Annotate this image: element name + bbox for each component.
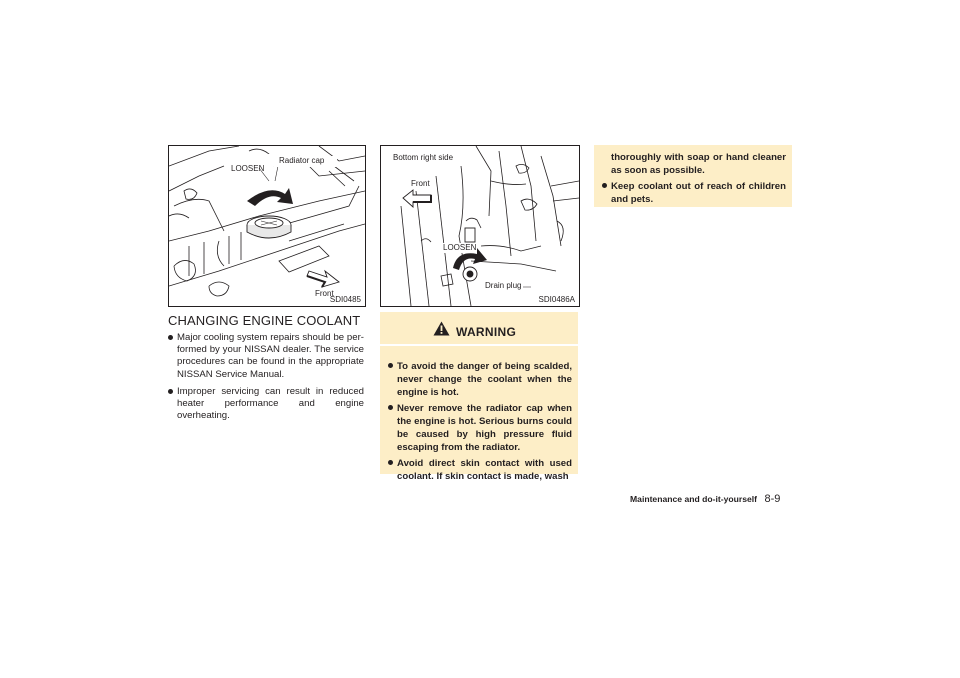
bullet-item: Major cooling system repairs should be per-formed by your NISSAN dealer. The service procedures can be found in the appropriate NISSAN Service Manual. <box>168 332 364 381</box>
warning-list-continued <box>602 151 786 209</box>
front-label: Front <box>315 289 334 298</box>
warning-item: Keep coolant out of reach of children and pets. <box>602 180 786 206</box>
warning-box <box>380 312 578 482</box>
warning-item-continued: thoroughly with soap or hand cleaner as soon as possible. <box>611 152 786 176</box>
warning-list <box>388 360 572 486</box>
bottom-right-side-label: Bottom right side <box>393 153 454 162</box>
section-body <box>168 332 364 427</box>
page-number: 8-9 <box>764 493 781 505</box>
warning-item: To avoid the danger of being scalded, never change the coolant when the engine is hot. <box>388 360 572 399</box>
page-footer <box>630 489 780 507</box>
drain-plug-illustration <box>380 145 580 307</box>
radiator-cap-illustration <box>168 145 366 307</box>
drain-plug-label: Drain plug <box>485 281 522 290</box>
warning-box-continued <box>594 145 792 207</box>
warning-item: Avoid direct skin contact with used coolant. If skin contact is made, wash <box>388 457 572 483</box>
front-label: Front <box>411 179 430 188</box>
warning-icon <box>433 321 450 336</box>
warning-title: WARNING <box>456 325 517 339</box>
warning-item: Never remove the radiator cap when the engine is hot. Serious burns could be caused by high pressure fluid escaping from the radiator. <box>388 402 572 454</box>
bullet-item: Improper servicing can result in reduced heater performance and engine overheating. <box>168 386 364 423</box>
drain-plug-drawing <box>381 146 579 306</box>
figure-code: SDI0486A <box>538 295 575 304</box>
radiator-cap-label: Radiator cap <box>279 156 325 165</box>
section-heading: CHANGING ENGINE COOLANT <box>168 313 361 328</box>
radiator-cap-drawing <box>169 146 365 306</box>
footer-section-title: Maintenance and do-it-yourself <box>630 494 758 504</box>
figure-code: SDI0485 <box>329 295 361 304</box>
loosen-label: LOOSEN <box>231 164 265 173</box>
loosen-label: LOOSEN <box>443 243 477 252</box>
